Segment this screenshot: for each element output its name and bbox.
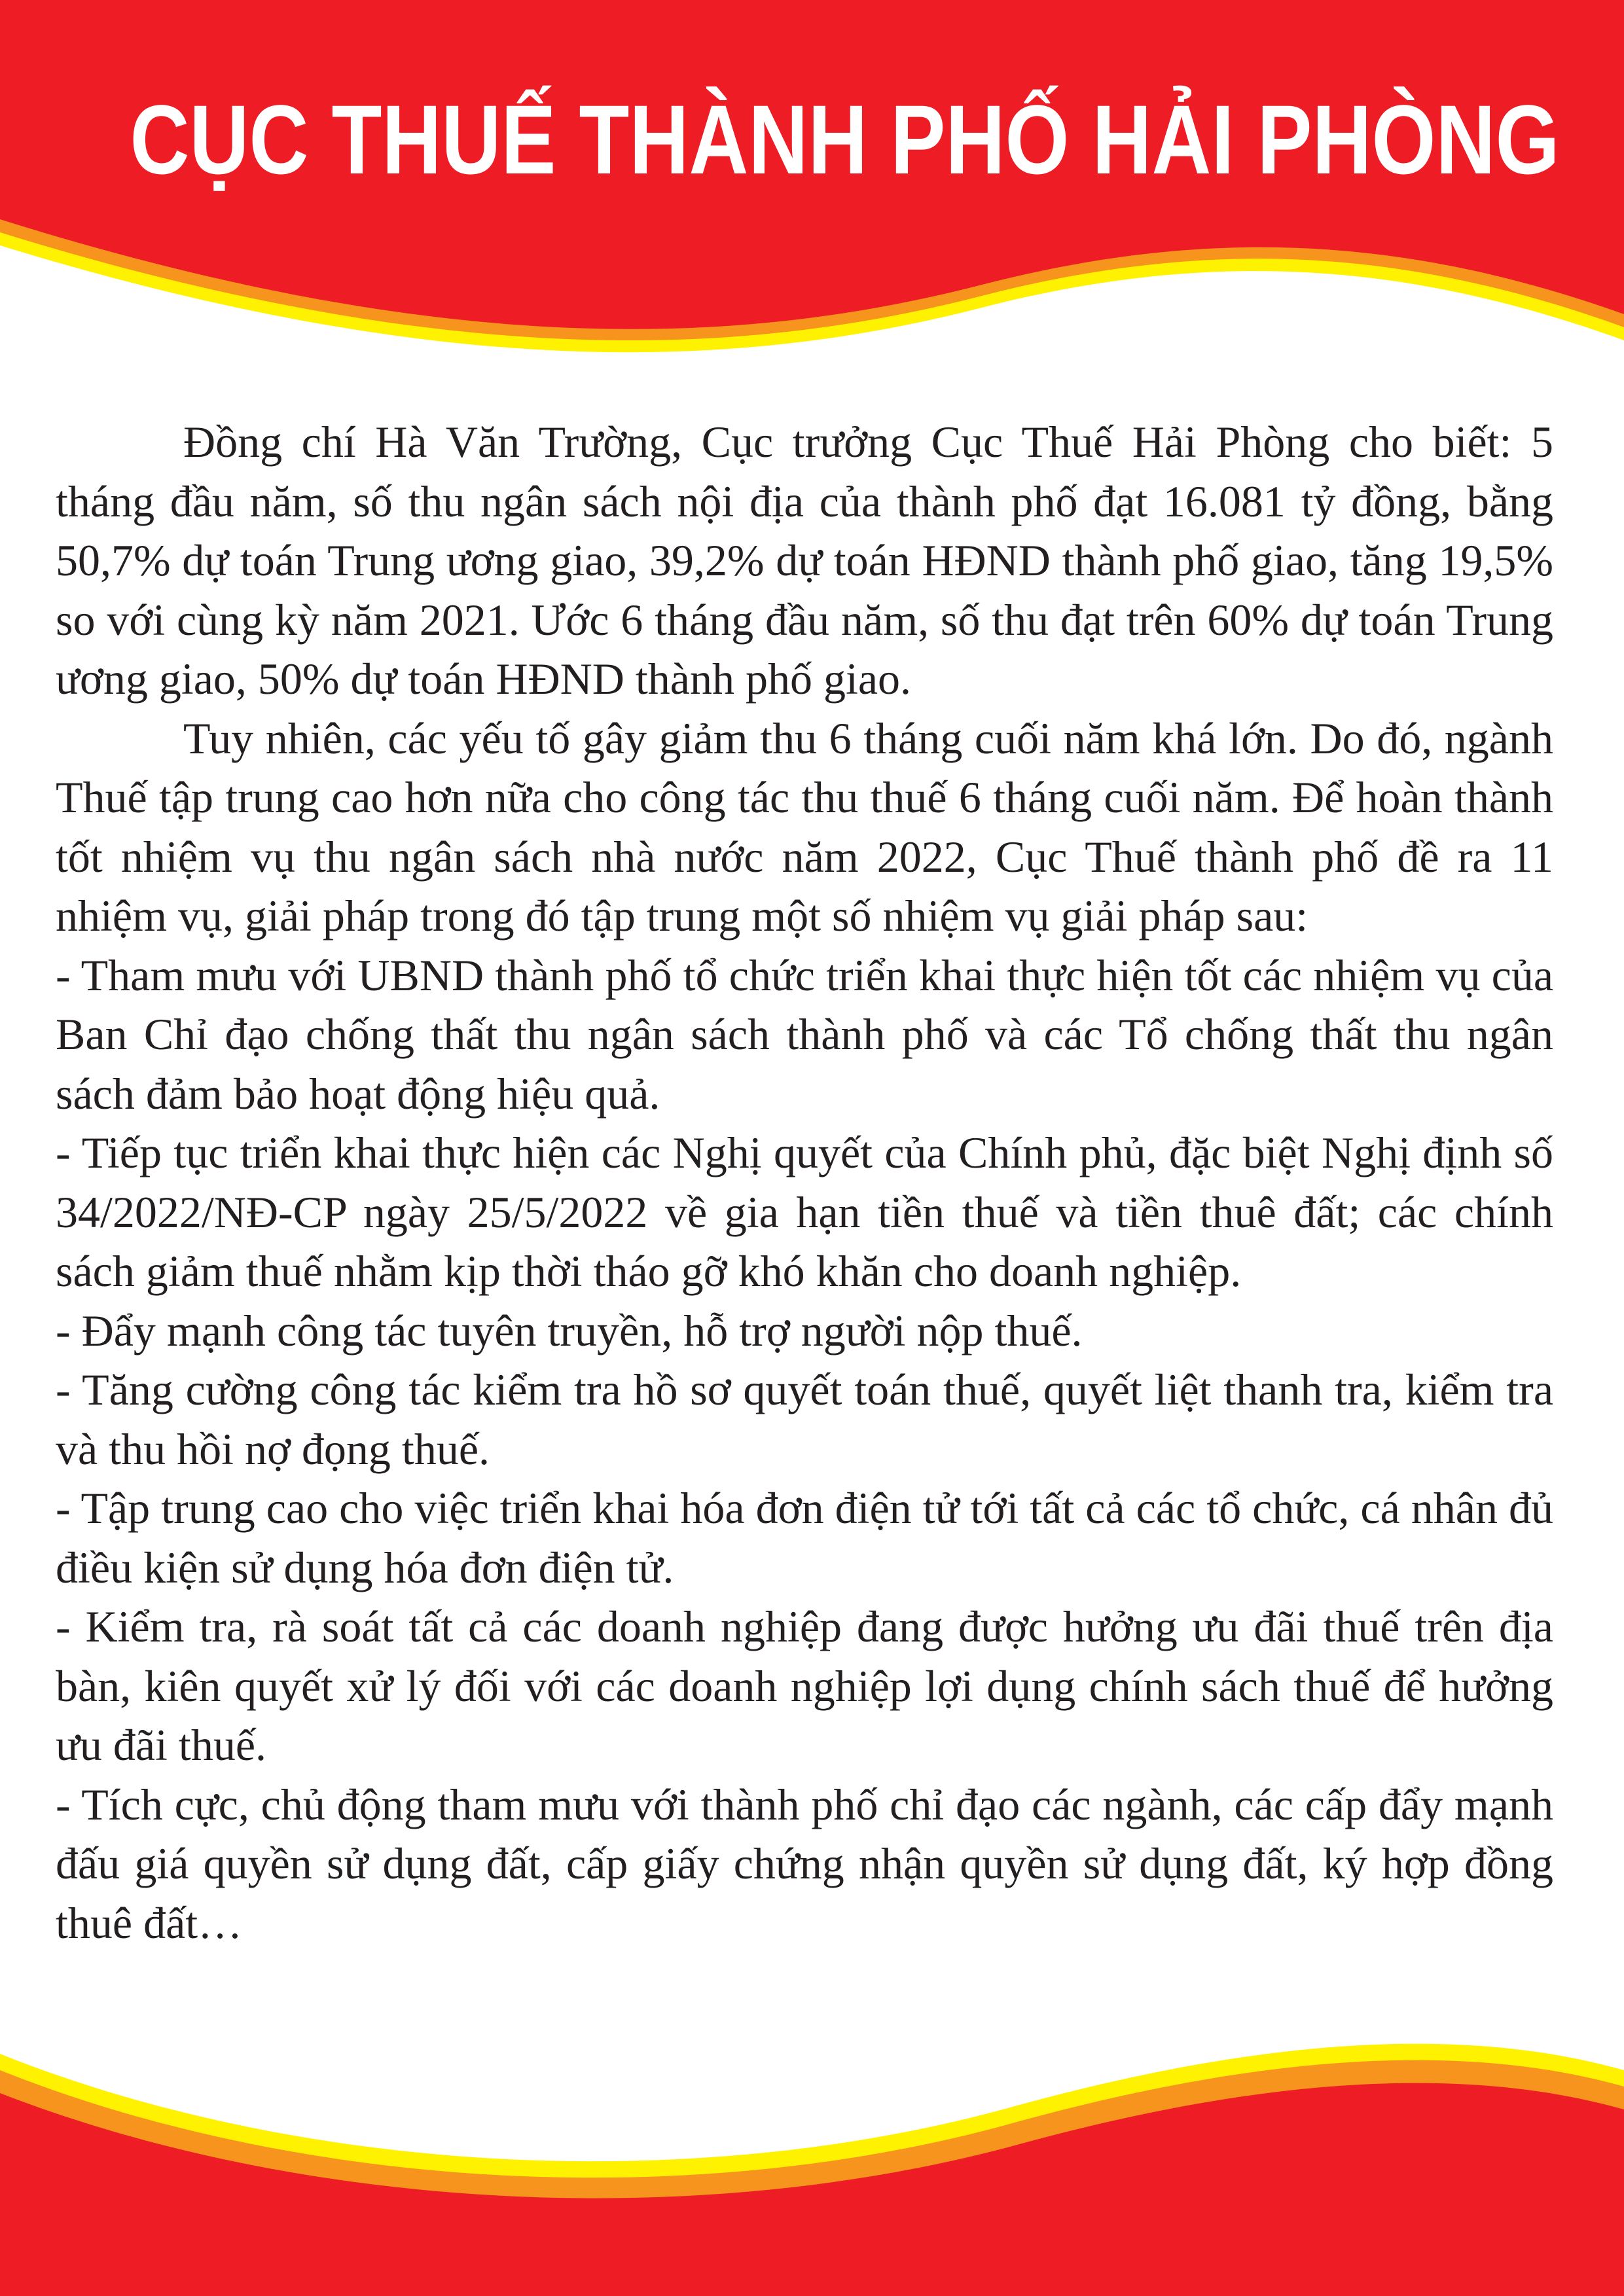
list-item: - Đẩy mạnh công tác tuyên truyền, hỗ trợ người nộp thuế. [56,1305,1083,1355]
list-item: - Tích cực, chủ động tham mưu với thành phố chỉ đạo các ngành, các cấp đẩy mạnh đấu giá quyền sử dụng đất, cấp giấy chứng nhận quyền sử dụng đất, ký hợp đồng thuê đất… [56,1779,1553,1948]
list-item: - Kiểm tra, rà soát tất cả các doanh nghiệp đang được hưởng ưu đãi thuế trên địa bàn, kiên quyết xử lý đối với các doanh nghiệp lợi dụng chính sách thuế để hưởng ưu đãi thuế. [56,1602,1553,1770]
list-item: - Tập trung cao cho việc triển khai hóa đơn điện tử tới tất cả các tổ chức, cá nhân đủ điều kiện sử dụng hóa đơn điện tử. [56,1483,1553,1592]
list-item: - Tham mưu với UBND thành phố tổ chức triển khai thực hiện tốt các nhiệm vụ của Ban Chỉ đạo chống thất thu ngân sách thành phố và các Tổ chống thất thu ngân sách đảm bảo hoạt động hiệu quả. [56,950,1553,1119]
bottom-wave-banner [0,2008,1624,2296]
bottom-wave-red [0,2083,1624,2296]
page-title: CỤC THUẾ THÀNH PHỐ HẢI PHÒNG [130,84,1560,194]
paragraph-context: Tuy nhiên, các yếu tố gây giảm thu 6 tháng cuối năm khá lớn. Do đó, ngành Thuế tập trung cao hơn nữa cho công tác thu thuế 6 tháng cuối năm. Để hoàn thành tốt nhiệm vụ thu ngân sách nhà nước năm 2022, Cục Thuế thành phố đề ra 11 nhiệm vụ, giải pháp trong đó tập trung một số nhiệm vụ giải pháp sau: [56,713,1553,941]
list-item: - Tăng cường công tác kiểm tra hồ sơ quyết toán thuế, quyết liệt thanh tra, kiểm tra và thu hồi nợ đọng thuế. [56,1365,1553,1474]
top-wave-banner [0,0,1624,406]
article-body [56,412,1553,1952]
list-item: - Tiếp tục triển khai thực hiện các Nghị quyết của Chính phủ, đặc biệt Nghị định số 34/2022/NĐ-CP ngày 25/5/2022 về gia hạn tiền thuế và tiền thuê đất; các chính sách giảm thuế nhằm kịp thời tháo gỡ khó khăn cho doanh nghiệp. [56,1128,1553,1296]
paragraph-intro: Đồng chí Hà Văn Trường, Cục trưởng Cục Thuế Hải Phòng cho biết: 5 tháng đầu năm, số thu ngân sách nội địa của thành phố đạt 16.081 tỷ đồng, bằng 50,7% dự toán Trung ương giao, 39,2% dự toán HĐND thành phố giao, tăng 19,5% so với cùng kỳ năm 2021. Ước 6 tháng đầu năm, số thu đạt trên 60% dự toán Trung ương giao, 50% dự toán HĐND thành phố giao. [56,417,1553,704]
